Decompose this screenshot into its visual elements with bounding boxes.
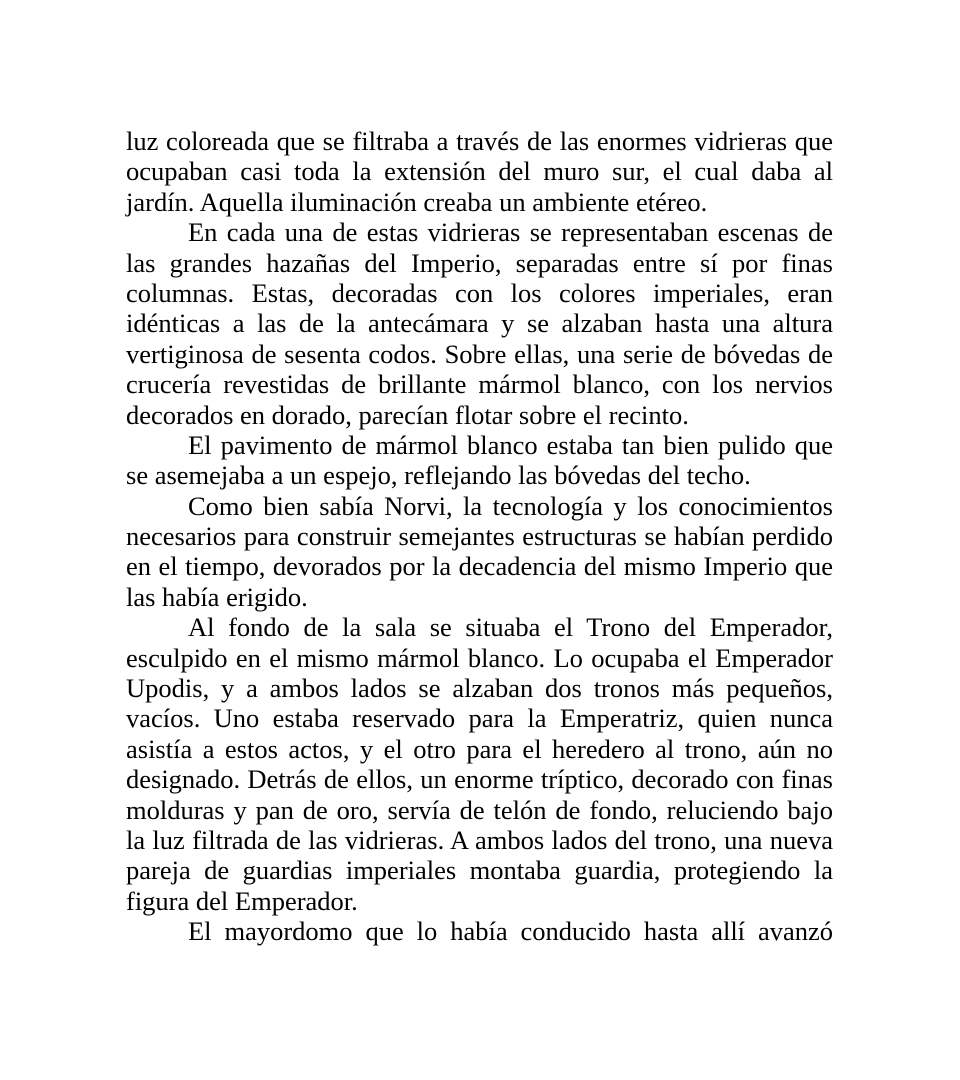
text-line: vacíos. Uno estaba reservado para la Emperatriz, quien nunca — [126, 703, 833, 734]
text-line: necesarios para construir semejantes estructuras se habían perdido — [126, 521, 833, 552]
text-line: molduras y pan de oro, servía de telón de fondo, reluciendo bajo — [126, 794, 833, 825]
paragraph-first-line: El pavimento de mármol blanco estaba tan bien pulido que — [188, 429, 833, 460]
text-line: ocupaban casi toda la extensión del muro sur, el cual daba al — [126, 156, 833, 187]
text-line: pareja de guardias imperiales montaba guardia, protegiendo la — [126, 855, 833, 886]
text-line: Upodis, y a ambos lados se alzaban dos tronos más pequeños, — [126, 673, 833, 704]
text-line: asistía a estos actos, y el otro para el heredero al trono, aún no — [126, 733, 833, 764]
text-line: esculpido en el mismo mármol blanco. Lo ocupaba el Emperador — [126, 642, 833, 673]
text-line: la luz filtrada de las vidrieras. A ambos lados del trono, una nueva — [126, 824, 833, 855]
text-line: columnas. Estas, decoradas con los colores imperiales, eran — [126, 277, 833, 308]
text-line: decorados en dorado, parecían flotar sobre el recinto. — [126, 399, 689, 430]
paragraph-first-line: El mayordomo que lo había conducido hasta allí avanzó — [188, 916, 833, 947]
document-page — [126, 126, 833, 947]
paragraph-first-line: Como bien sabía Norvi, la tecnología y los conocimientos — [188, 490, 833, 521]
text-line: vertiginosa de sesenta codos. Sobre ellas, una serie de bóvedas de — [126, 338, 833, 369]
text-line: en el tiempo, devorados por la decadencia del mismo Imperio que — [126, 551, 833, 582]
paragraph-first-line: En cada una de estas vidrieras se representaban escenas de — [188, 217, 833, 248]
text-line: crucería revestidas de brillante mármol blanco, con los nervios — [126, 369, 833, 400]
text-line: figura del Emperador. — [126, 885, 358, 916]
text-line: idénticas a las de la antecámara y se alzaban hasta una altura — [126, 308, 833, 339]
paragraph-first-line: Al fondo de la sala se situaba el Trono del Emperador, — [188, 612, 833, 643]
body-text — [126, 126, 833, 947]
text-line: designado. Detrás de ellos, un enorme tríptico, decorado con finas — [126, 764, 833, 795]
text-line: se asemejaba a un espejo, reflejando las bóvedas del techo. — [126, 460, 751, 491]
text-line: las grandes hazañas del Imperio, separadas entre sí por finas — [126, 247, 833, 278]
text-line: jardín. Aquella iluminación creaba un ambiente etéreo. — [126, 186, 708, 217]
text-line: luz coloreada que se filtraba a través de las enormes vidrieras que — [126, 126, 833, 156]
text-line: las había erigido. — [126, 581, 308, 612]
